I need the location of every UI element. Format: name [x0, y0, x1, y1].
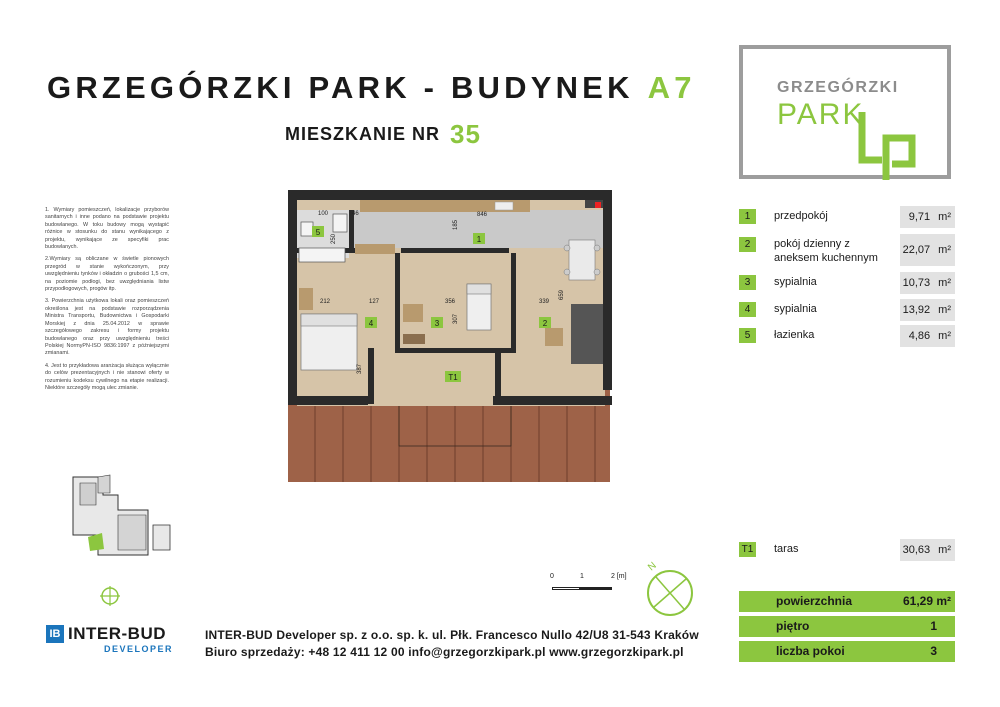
dim-label: 100 — [318, 211, 329, 217]
room-tag: 1 — [476, 235, 482, 244]
company-address: INTER-BUD Developer sp. z o.o. sp. k. ul. Płk. Francesco Nullo 42/U8 31-543 Kraków — [205, 628, 699, 642]
summary-rooms: liczba pokoi 3 — [739, 641, 955, 662]
summary-floor: piętro 1 — [739, 616, 955, 637]
dim-label: 356 — [445, 299, 456, 305]
compass-small-icon — [98, 580, 122, 608]
brand-mark-icon: IB — [46, 625, 64, 643]
room-row: 2 pokój dzienny z aneksem kuchennym 22,07 m² — [739, 234, 955, 266]
room-tag: T1 — [448, 373, 458, 382]
apartment-number: MIESZKANIE NR 35 — [285, 119, 481, 149]
brand-sub: DEVELOPER — [104, 644, 174, 654]
logo-text-bottom: PARK — [777, 98, 865, 131]
dim-label: 846 — [477, 212, 488, 218]
room-row: 4 sypialnia 13,92 m² — [739, 299, 955, 321]
room-tag: 4 — [368, 319, 374, 328]
scale-bar: 0 1 2 [m] — [550, 573, 616, 595]
dim-label: 46 — [352, 211, 359, 217]
room-tag: 3 — [434, 319, 440, 328]
dim-label: 250 — [331, 233, 337, 244]
compass-icon — [640, 558, 698, 618]
logo-text-top: GRZEGÓRZKI — [777, 79, 899, 96]
room-row: 5 łazienka 4,86 m² — [739, 325, 955, 347]
room-tag: 2 — [542, 319, 548, 328]
dim-label: 212 — [320, 299, 331, 305]
notes-text: 1. Wymiary pomieszczeń, lokalizacje przyborów sanitarnych i inne podano na podstawie projektu budowlanego. W toku budowy mogą wystąpić różnice w stosunku do stanu wynikającego z projektu, wynikające ze specyfiki prac budowlanych. 2.Wymiary są obliczane w świetle pionowych przegród w stanie wykończonym, przy uwzględnieniu tynków i okładzin o grubości 1,5 cm, na poziomie podłogi, bez uwzględniania listw przypodłogowych, progów itp. 3. Powierzchnia użytkowa lokali oraz pomieszczeń określona jest na podstawie rozporządzenia Ministra Transportu, Budownictwa i Gospodarki Morskiej z dnia 25.04.2012 w sprawie szczegółowego zakresu i formy projektu budowlanego oraz przy uwzględnieniu treści Polskiej NormyPN-ISO 9836:1997 z późniejszymi zmianami. 4. Jest to przykładowa aranżacja służąca wyłącznie do celów prezentacyjnych i nie stanowi oferty w rozumieniu kodeksu cywilnego na etapie realizacji. Niektóre szczegóły mogą ulec zmianie. — [45, 207, 169, 391]
floor-plan — [285, 188, 615, 488]
building-code: A7 — [647, 70, 696, 105]
dim-label: 659 — [559, 289, 565, 300]
room-tag: 5 — [315, 228, 321, 237]
dim-label: 127 — [369, 299, 380, 305]
compass-label: N — [646, 560, 659, 574]
summary-area: powierzchnia 61,29 m² — [739, 591, 955, 612]
dim-label: 185 — [453, 219, 459, 230]
room-row: 1 przedpokój 9,71 m² — [739, 206, 955, 228]
page-title: GRZEGÓRZKI PARK - BUDYNEK A7 — [47, 70, 696, 105]
sales-contact[interactable]: Biuro sprzedaży: +48 12 411 12 00 info@grzegorzkipark.pl www.grzegorzkipark.pl — [205, 645, 684, 659]
dim-label: 307 — [453, 313, 459, 324]
room-row: 3 sypialnia 10,73 m² — [739, 272, 955, 294]
terrace-row: T1 taras 30,63 m² — [739, 539, 955, 561]
dim-label: 387 — [357, 363, 363, 374]
brand-name: INTER-BUD — [68, 624, 166, 643]
logo-mark-icon — [858, 110, 918, 182]
dim-label: 339 — [539, 299, 550, 305]
key-plan — [58, 465, 178, 565]
